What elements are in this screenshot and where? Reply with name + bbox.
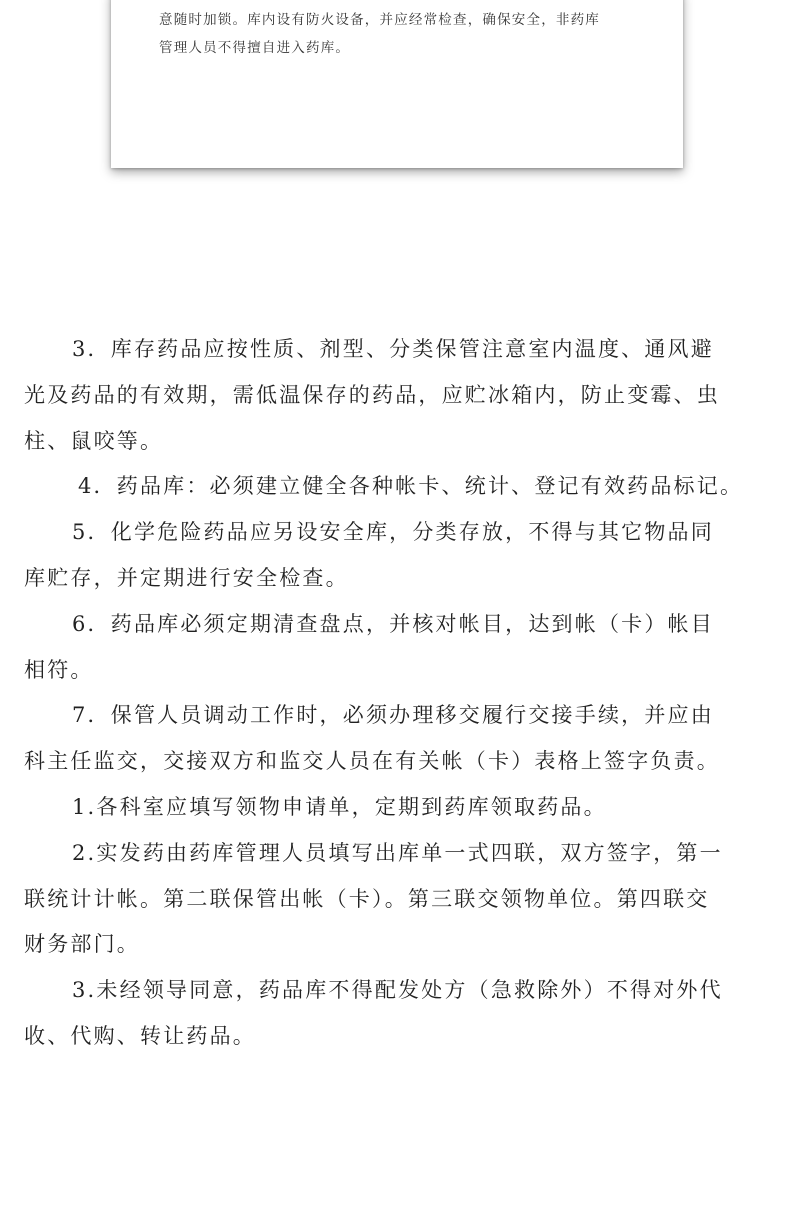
paragraph-2-line: 联统计计帐。第二联保管出帐（卡）。第三联交领物单位。第四联交	[24, 886, 710, 911]
paragraph-3-line: 光及药品的有效期，需低温保存的药品，应贮冰箱内，防止变霉、虫	[24, 382, 720, 407]
paragraph-6-line: 6．药品库必须定期清查盘点，并核对帐目，达到帐（卡）帐目	[72, 611, 714, 636]
paragraph-4-line: 4．药品库：必须建立健全各种帐卡、统计、登记有效药品标记。	[78, 474, 744, 499]
paragraph-1-line: 1.各科室应填写领物申请单，定期到药库领取药品。	[72, 794, 607, 819]
paragraph-6-line: 相符。	[24, 657, 94, 682]
paragraph-3b-line: 收、代购、转让药品。	[24, 1023, 256, 1048]
paragraph-2-line: 2.实发药由药库管理人员填写出库单一式四联，双方签字，第一	[72, 840, 723, 865]
document-card	[111, 0, 683, 168]
paragraph-2-line: 财务部门。	[24, 932, 140, 957]
paragraph-7-line: 科主任监交，交接双方和监交人员在有关帐（卡）表格上签字负责。	[24, 749, 720, 774]
paragraph-3b-line: 3.未经领导同意，药品库不得配发处方（急救除外）不得对外代	[72, 978, 723, 1003]
card-line: 管理人员不得擅自进入药库。	[159, 40, 351, 56]
paragraph-3-line: 3．库存药品应按性质、剂型、分类保管注意室内温度、通风避	[72, 337, 714, 361]
document-body	[24, 327, 784, 1060]
paragraph-5-line: 库贮存，并定期进行安全检查。	[24, 565, 349, 590]
paragraph-3-line: 柱、鼠咬等。	[24, 428, 164, 453]
paragraph-7-line: 7．保管人员调动工作时，必须办理移交履行交接手续，并应由	[72, 703, 714, 728]
card-line: 意随时加锁。库内设有防火设备，并应经常检查，确保安全，非药库	[159, 12, 600, 28]
paragraph-5-line: 5．化学危险药品应另设安全库，分类存放，不得与其它物品同	[72, 520, 714, 545]
